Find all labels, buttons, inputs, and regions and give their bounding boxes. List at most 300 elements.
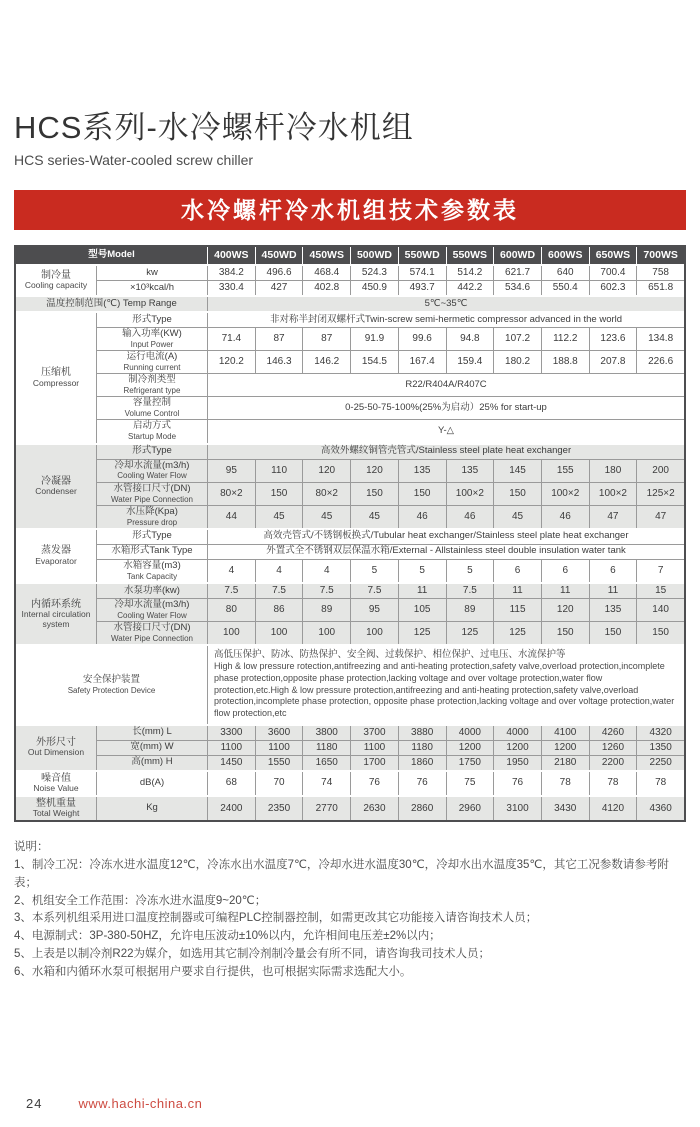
value-cell xyxy=(351,351,398,373)
value-cell xyxy=(208,460,255,482)
notes xyxy=(14,839,686,982)
model-name: 600WS xyxy=(548,249,583,262)
value: 94.8 xyxy=(460,333,480,345)
value: 524.3 xyxy=(361,267,387,279)
value-cell xyxy=(256,351,303,373)
model-header-cell xyxy=(16,247,207,264)
value-cell xyxy=(351,772,398,795)
value: 1100 xyxy=(220,741,243,753)
value: 1260 xyxy=(601,741,625,753)
value-cell xyxy=(303,756,350,770)
value: 1100 xyxy=(268,741,290,753)
value-cell xyxy=(256,741,303,755)
row-label-cn: 启动方式 xyxy=(132,420,171,432)
value-cell xyxy=(351,797,398,820)
page-title: HCS系列-水冷螺杆冷水机组 xyxy=(14,110,414,145)
value-cell xyxy=(351,483,398,505)
value-cell xyxy=(208,756,255,770)
value-cell xyxy=(494,622,541,644)
span-value-cn: Y-△ xyxy=(438,425,454,437)
value-cell xyxy=(494,797,541,820)
row-label-en: Startup Mode xyxy=(127,432,177,442)
value: 150 xyxy=(366,487,383,499)
value: 100 xyxy=(270,627,288,639)
value: 100×2 xyxy=(598,487,627,499)
value-cell xyxy=(542,460,589,482)
value: 112.2 xyxy=(553,333,578,345)
value: 123.6 xyxy=(600,333,626,345)
model-column-header xyxy=(447,247,494,264)
value-cell xyxy=(637,460,684,482)
value-cell xyxy=(542,726,589,740)
value-cell xyxy=(256,328,303,350)
value: 155 xyxy=(556,464,574,476)
note-item: 3、本系列机组采用进口温度控制器或可编程PLC控制器控制，如需更改其它功能接入请咨询技术人员； xyxy=(14,912,538,925)
value-cell xyxy=(447,741,494,755)
value: 574.1 xyxy=(409,267,435,279)
value-cell xyxy=(208,351,255,373)
row-label xyxy=(97,397,207,419)
category-cell-noise-value xyxy=(16,772,96,795)
span-value-cell xyxy=(208,646,684,723)
row-label xyxy=(97,530,207,544)
value: 120 xyxy=(366,464,383,476)
row-label-cn: 温度控制范围(℃) Temp Range xyxy=(46,297,177,309)
value: 496.6 xyxy=(266,267,292,279)
value-cell xyxy=(303,351,350,373)
model-column-header xyxy=(542,247,589,264)
value-cell xyxy=(542,328,589,350)
value-cell xyxy=(351,560,398,582)
value-cell xyxy=(542,599,589,621)
category-label-en: Cooling capacity xyxy=(24,280,88,291)
value-cell xyxy=(399,756,446,770)
span-value-cn: 0-25-50-75-100%(25%为启动）25% for start-up xyxy=(345,401,547,413)
value-cell xyxy=(351,584,398,598)
value-cell xyxy=(303,741,350,755)
row-label-cn: 输入功率(KW) xyxy=(122,328,182,339)
span-value-cn: 高效外螺纹铜管壳管式/Stainless steel plate heat exchanger xyxy=(320,445,572,457)
value-cell xyxy=(208,741,255,755)
value: 125×2 xyxy=(646,487,675,499)
value-cell xyxy=(494,506,541,528)
value: 134.8 xyxy=(648,333,674,345)
value-cell xyxy=(447,281,494,295)
note-item: 1、制冷工况：冷冻水进水温度12℃，冷冻水出水温度7℃，冷却水进水温度30℃，冷却水出水温度35℃，其它工况参数请参考附表； xyxy=(14,858,669,889)
span-value-cn: 高效壳管式/不锈钢板换式/Tubular heat exchanger/Stainless steel plate heat exchanger xyxy=(263,530,629,542)
value: 150 xyxy=(604,627,622,639)
model-name: 700WS xyxy=(643,249,678,262)
model-name: 500WD xyxy=(356,249,392,262)
value-cell xyxy=(303,560,350,582)
value-cell xyxy=(590,741,637,755)
model-column-header xyxy=(590,247,637,264)
note-item: 5、上表是以制冷剂R22为媒介，如选用其它制冷剂制冷量会有所不同，请咨询我司技术人员； xyxy=(14,947,490,960)
span-value-en: High & low pressure rotection,antifreezing and anti-heating protection,safety valve,overload protection,incomplete phase protection,opposite phase protection,lacking voltage and over voltage protection,water flow protection,etc.High & low pressure protection,antifreezing and anti-heating protection,safety valve,overload protection,incomplete phase protection, opposite phase protection,lacking voltage and over voltage protection,water flow protection,etc xyxy=(214,661,675,718)
value-cell xyxy=(542,584,589,598)
value: 3100 xyxy=(506,802,529,814)
value-cell xyxy=(351,741,398,755)
value-cell xyxy=(399,328,446,350)
value: 4000 xyxy=(506,726,529,738)
row-label-en: Cooling Water Flow xyxy=(117,471,187,481)
row-label-cn: 水压降(Kpa) xyxy=(126,505,178,517)
row-label xyxy=(97,460,207,482)
value: 1950 xyxy=(506,756,529,768)
value-cell xyxy=(399,281,446,295)
value-cell xyxy=(447,622,494,644)
value: 4120 xyxy=(601,802,625,814)
value-cell xyxy=(447,266,494,280)
category-label-cn: 冷凝器 xyxy=(41,475,71,487)
value-cell xyxy=(447,756,494,770)
value: 2860 xyxy=(411,802,434,814)
value-cell xyxy=(399,506,446,528)
span-value-cn: R22/R404A/R407C xyxy=(405,378,487,390)
value-cell xyxy=(303,266,350,280)
value: 4320 xyxy=(649,726,672,738)
row-label xyxy=(97,483,207,505)
value-cell xyxy=(447,726,494,740)
value: 76 xyxy=(416,777,428,789)
row-label-cn: kw xyxy=(146,266,158,278)
page-number: 24 xyxy=(26,1096,43,1111)
value-cell xyxy=(256,772,303,795)
value: 11 xyxy=(416,585,428,597)
span-value-cell xyxy=(208,313,684,327)
table-header-row xyxy=(16,247,684,264)
value-cell xyxy=(351,460,398,482)
row-label-cn: 宽(mm) W xyxy=(130,741,174,753)
row-label xyxy=(97,281,207,295)
value: 4100 xyxy=(554,726,577,738)
value-cell xyxy=(399,483,446,505)
model-name: 600WD xyxy=(500,249,536,262)
value: 442.2 xyxy=(457,282,483,294)
row-label xyxy=(97,622,207,644)
section-noise-value xyxy=(16,772,684,795)
value-cell xyxy=(494,351,541,373)
value: 1200 xyxy=(554,741,577,753)
value-cell xyxy=(590,506,637,528)
category-label-en: Evaporator xyxy=(35,555,77,566)
value: 99.6 xyxy=(412,333,432,345)
row-label xyxy=(16,297,207,311)
value: 78 xyxy=(655,777,667,789)
row-label-cn: dB(A) xyxy=(139,776,165,788)
value-cell xyxy=(351,266,398,280)
value-cell xyxy=(447,351,494,373)
value-cell xyxy=(256,622,303,644)
row-label xyxy=(97,313,207,327)
value: 145 xyxy=(509,464,526,476)
category-label-cn: 噪音值 xyxy=(41,772,71,784)
value-cell xyxy=(494,741,541,755)
model-column-header xyxy=(494,247,541,264)
value-cell xyxy=(494,756,541,770)
value: 76 xyxy=(368,777,380,789)
value-cell xyxy=(303,483,350,505)
value: 120 xyxy=(318,464,336,476)
value-cell xyxy=(590,460,637,482)
value: 150 xyxy=(509,487,526,499)
value: 640 xyxy=(556,267,574,279)
value: 7 xyxy=(657,565,664,577)
row-label-cn: 运行电流(A) xyxy=(126,351,178,363)
value: 1180 xyxy=(315,741,338,753)
row-label xyxy=(97,266,207,280)
value: 4 xyxy=(323,565,330,577)
value-cell xyxy=(208,281,255,295)
value-cell xyxy=(542,281,589,295)
value: 7.5 xyxy=(319,585,334,597)
note-item: 2、机组安全工作范围：冷冻水进水温度9~20℃； xyxy=(14,894,267,907)
row-label-en: Water Pipe Connection xyxy=(111,634,193,644)
value: 100 xyxy=(223,627,240,639)
section-cooling-capacity xyxy=(16,266,684,295)
value: 71.4 xyxy=(221,333,242,345)
model-column-header xyxy=(637,247,684,264)
row-label xyxy=(97,741,207,755)
value-cell xyxy=(256,756,303,770)
value-cell xyxy=(256,266,303,280)
value: 1180 xyxy=(411,741,433,753)
row-label-en: Cooling Water Flow xyxy=(117,610,187,620)
value: 3880 xyxy=(411,726,434,738)
page-footer xyxy=(26,1096,202,1111)
section-total-weight xyxy=(16,797,684,820)
value: 4 xyxy=(276,565,282,577)
row-label-en: Volume Control xyxy=(124,409,180,419)
model-header-label: 型号Model xyxy=(88,249,135,261)
value: 45 xyxy=(511,511,524,523)
value: 6 xyxy=(514,565,521,577)
value: 87 xyxy=(273,333,285,345)
value-cell xyxy=(590,584,637,598)
value: 115 xyxy=(509,604,526,616)
value-cell xyxy=(542,351,589,373)
value-cell xyxy=(590,351,637,373)
value-cell xyxy=(208,584,255,598)
value-cell xyxy=(542,797,589,820)
value-cell xyxy=(542,756,589,770)
value: 1200 xyxy=(506,741,529,753)
value-cell xyxy=(256,726,303,740)
value-cell xyxy=(208,772,255,795)
value: 46 xyxy=(559,511,571,523)
value: 2770 xyxy=(315,802,338,814)
value: 4260 xyxy=(601,726,625,738)
value-cell xyxy=(637,281,684,295)
value-cell xyxy=(590,797,637,820)
value: 7.5 xyxy=(272,585,286,597)
row-label xyxy=(97,756,207,770)
span-value-cell xyxy=(208,530,684,544)
value: 47 xyxy=(607,511,619,523)
row-label-cn: 形式Type xyxy=(132,530,172,542)
model-name: 550WS xyxy=(452,249,488,262)
value: 167.4 xyxy=(409,356,435,368)
row-label xyxy=(97,560,207,582)
value: 1650 xyxy=(315,756,338,768)
value: 188.8 xyxy=(552,356,578,368)
row-label xyxy=(97,584,207,598)
value-cell xyxy=(303,797,350,820)
value-cell xyxy=(637,351,684,373)
value: 514.2 xyxy=(457,267,483,279)
value-cell xyxy=(303,328,350,350)
value: 2180 xyxy=(554,756,577,768)
value: 100 xyxy=(318,627,336,639)
value: 2250 xyxy=(649,756,672,768)
category-label-en: Total Weight xyxy=(32,808,80,819)
section-banner: 水冷螺杆冷水机组技术参数表 xyxy=(14,190,686,230)
value: 70 xyxy=(273,777,285,789)
value: 47 xyxy=(655,511,667,523)
value-cell xyxy=(399,351,446,373)
value-cell xyxy=(637,506,684,528)
value: 1550 xyxy=(267,756,291,768)
value: 140 xyxy=(652,604,669,616)
value-cell xyxy=(208,266,255,280)
value: 146.2 xyxy=(314,356,340,368)
value: 534.6 xyxy=(505,282,531,294)
value-cell xyxy=(542,506,589,528)
value-cell xyxy=(542,483,589,505)
value: 3600 xyxy=(267,726,291,738)
value-cell xyxy=(351,622,398,644)
row-label-cn: 冷却水流量(m3/h) xyxy=(114,459,190,471)
value: 427 xyxy=(270,282,288,294)
span-value-cell xyxy=(208,445,684,459)
value: 95 xyxy=(225,464,237,476)
value: 3700 xyxy=(363,726,386,738)
model-name: 650WS xyxy=(595,249,631,262)
value: 180.2 xyxy=(505,356,531,368)
value: 120 xyxy=(556,604,574,616)
value: 6 xyxy=(610,565,616,577)
value-cell xyxy=(447,584,494,598)
value: 3800 xyxy=(315,726,338,738)
value-cell xyxy=(637,772,684,795)
value: 100×2 xyxy=(551,487,580,499)
row-label-cn: ×10³kcal/h xyxy=(129,281,175,293)
section-evaporator xyxy=(16,530,684,582)
value: 125 xyxy=(461,627,479,639)
value: 6 xyxy=(562,565,569,577)
row-label-en: Tank Capacity xyxy=(126,571,178,581)
value-cell xyxy=(590,599,637,621)
section-temp-range xyxy=(16,297,684,311)
value: 91.9 xyxy=(364,333,385,345)
category-label-cn: 外形尺寸 xyxy=(36,736,76,748)
value-cell xyxy=(447,506,494,528)
category-label-cn: 压缩机 xyxy=(41,367,71,379)
row-label xyxy=(97,599,207,621)
value: 135 xyxy=(604,604,622,616)
section-condenser xyxy=(16,445,684,528)
value-cell xyxy=(303,772,350,795)
value: 150 xyxy=(270,487,288,499)
value-cell xyxy=(208,622,255,644)
value-cell xyxy=(447,483,494,505)
value: 7.5 xyxy=(367,585,382,597)
category-cell-total-weight xyxy=(16,797,96,820)
value: 207.8 xyxy=(600,356,626,368)
section-internal-circulation-system xyxy=(16,584,684,644)
value: 384.2 xyxy=(218,267,244,279)
value-cell xyxy=(590,756,637,770)
value: 4 xyxy=(228,565,235,577)
model-name: 450WS xyxy=(309,249,344,262)
value-cell xyxy=(494,726,541,740)
value-cell xyxy=(208,506,255,528)
value: 135 xyxy=(413,464,431,476)
row-label xyxy=(97,772,207,795)
category-label-en: Out Dimension xyxy=(27,747,85,758)
category-cell-evaporator xyxy=(16,530,96,582)
value: 2200 xyxy=(601,756,625,768)
category-label-cn: 制冷量 xyxy=(41,269,71,281)
value-cell xyxy=(303,506,350,528)
value: 146.3 xyxy=(266,356,292,368)
value: 150 xyxy=(413,487,431,499)
value: 100 xyxy=(366,627,383,639)
model-name: 400WS xyxy=(214,249,249,262)
value: 1100 xyxy=(363,741,386,753)
value-cell xyxy=(208,599,255,621)
value-cell xyxy=(494,772,541,795)
value: 200 xyxy=(652,464,669,476)
section-safety-protection-device xyxy=(16,646,684,723)
value: 402.8 xyxy=(314,282,340,294)
category-cell-condenser xyxy=(16,445,96,528)
value-cell xyxy=(637,756,684,770)
value: 76 xyxy=(511,777,524,789)
row-label-en: Refrigerant type xyxy=(123,386,181,396)
value: 4360 xyxy=(649,802,672,814)
value-cell xyxy=(637,741,684,755)
category-label-en: Internal circulation system xyxy=(21,609,91,629)
model-column-header xyxy=(399,247,446,264)
value-cell xyxy=(494,483,541,505)
value: 68 xyxy=(225,777,237,789)
row-label-cn: 长(mm) L xyxy=(132,726,172,738)
value: 3300 xyxy=(220,726,243,738)
row-label xyxy=(97,374,207,396)
value: 4000 xyxy=(458,726,481,738)
row-label xyxy=(97,328,207,350)
value-cell xyxy=(637,266,684,280)
section-compressor xyxy=(16,313,684,443)
value: 74 xyxy=(321,777,333,789)
value: 7.5 xyxy=(224,585,239,597)
value: 150 xyxy=(556,627,574,639)
value-cell xyxy=(637,328,684,350)
value-cell xyxy=(303,599,350,621)
row-label-cn: 容量控制 xyxy=(132,397,171,409)
model-name: 550WD xyxy=(404,249,440,262)
value: 3430 xyxy=(554,802,577,814)
span-value-cell xyxy=(208,297,684,311)
row-label-en: Water Pipe Connection xyxy=(111,494,193,504)
value: 125 xyxy=(413,627,431,639)
value-cell xyxy=(494,599,541,621)
value: 46 xyxy=(416,511,428,523)
value-cell xyxy=(590,772,637,795)
website-url: www.hachi-china.cn xyxy=(78,1096,203,1111)
value: 1700 xyxy=(363,756,386,768)
